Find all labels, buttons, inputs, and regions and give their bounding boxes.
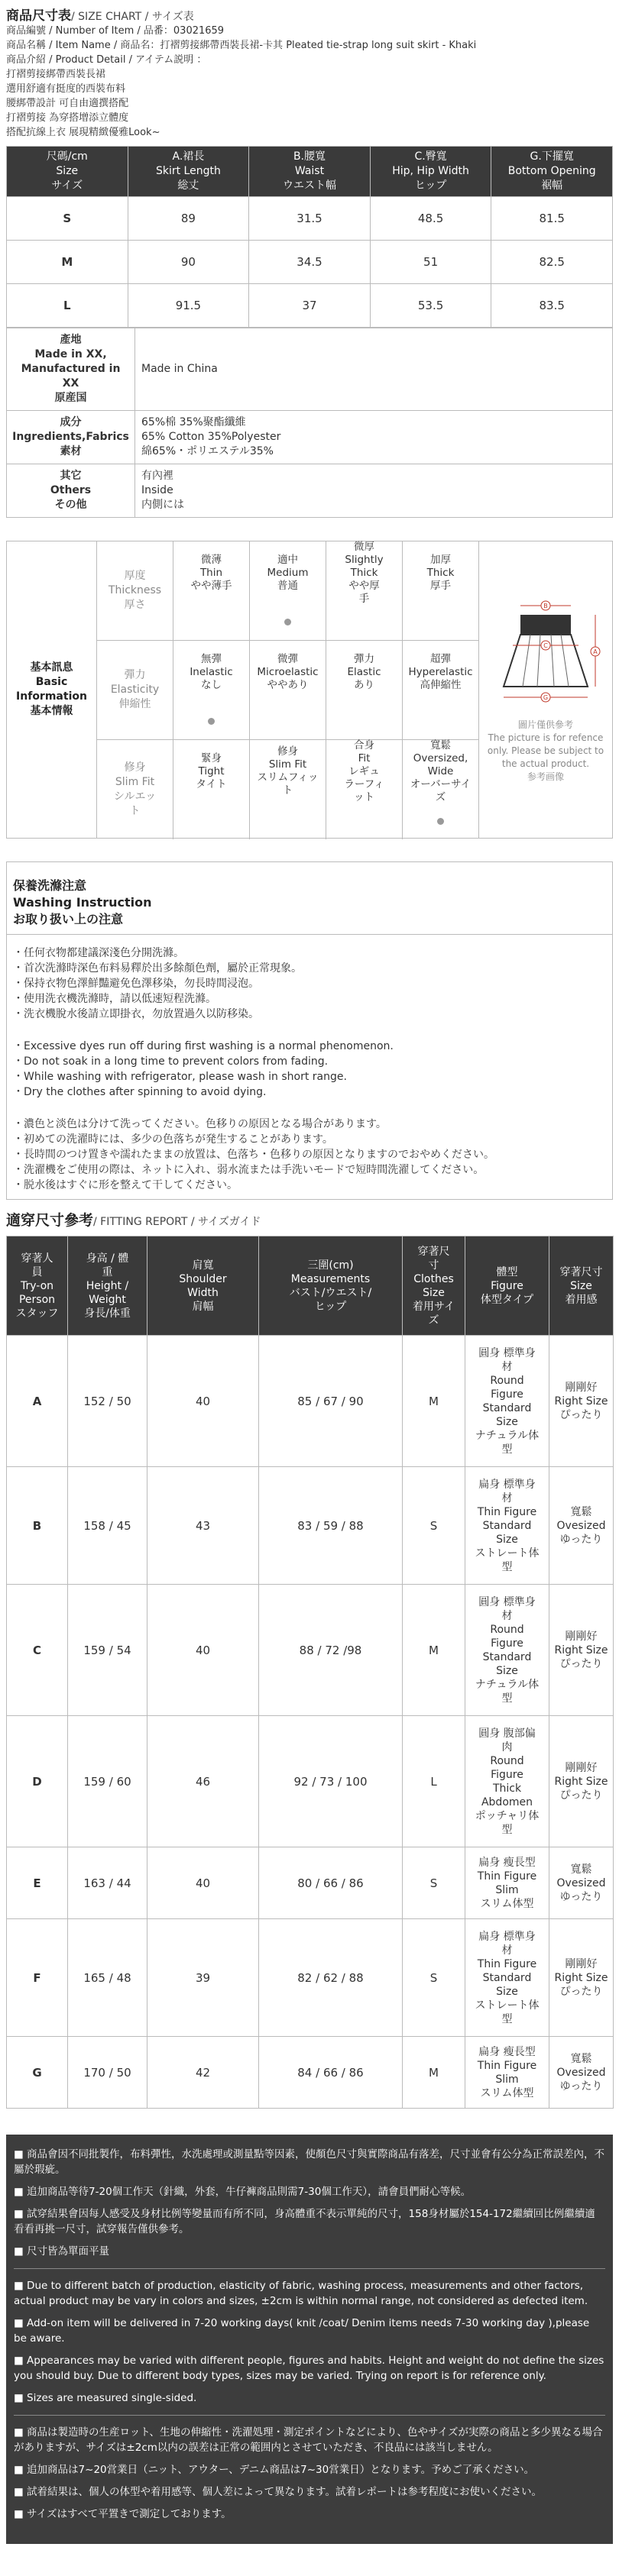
table-cell: 48.5 xyxy=(370,197,491,241)
option-marker xyxy=(250,803,326,839)
list-item: ・洗濯機をご使用の際は、ネットに入れ、弱水流または手洗いモードで短時間洗濯してください。 xyxy=(13,1164,485,1176)
table-cell: 89 xyxy=(128,197,249,241)
list-item: ・洗衣機脫水後請立即掛衣，勿放置過久以防移染。 xyxy=(13,1008,259,1020)
person-name: B xyxy=(7,1467,68,1585)
note-item: ■ 試着結果は、個人の体型や着用感等、個人差によって異なります。試着レポートは参考程度にお使いください。 xyxy=(14,2486,542,2498)
product-header xyxy=(6,0,613,140)
figure-cell: 扁身 標準身 材 Thin Figure Standard Size ストレート体 型 xyxy=(465,1467,549,1585)
table-cell: M xyxy=(403,1585,465,1716)
diagram-label: C xyxy=(543,642,548,649)
option-label: 修身 Slim Fit スリムフィッ ト xyxy=(257,745,319,797)
fitting-title: 適穿尺寸參考/ FITTING REPORT / サイズガイド xyxy=(6,1212,261,1229)
thickness-row xyxy=(97,541,478,641)
note-item: ■ Sizes are measured single-sided. xyxy=(14,2392,197,2404)
selected-dot-icon xyxy=(437,818,444,825)
option-label: 微薄 Thin やや薄手 xyxy=(190,553,232,592)
fit-feel-cell: 剛剛好 Right Size ぴったり xyxy=(549,1585,614,1716)
note-item: ■ 追加商品は7~20営業日（ニット、アウター、デニム商品は7~30営業日）となります。予めご了承ください。 xyxy=(14,2464,535,2476)
header-cell: 穿著尺 寸 Clothes Size 着用サイ ズ xyxy=(403,1236,465,1336)
table-cell: 40 xyxy=(147,1585,259,1716)
list-item: ・While washing with refrigerator, please wash in short range. xyxy=(13,1071,347,1083)
table-cell: 82.5 xyxy=(491,241,613,284)
list-item: ・Excessive dyes run off during first washing is a normal phenomenon. xyxy=(13,1040,394,1052)
composition-label: 成分 Ingredients,Fabrics 素材 xyxy=(7,411,135,464)
skirt-diagram-panel xyxy=(479,541,612,838)
origin-row xyxy=(7,328,613,411)
size-label: M xyxy=(7,241,128,284)
washing-group-jp xyxy=(13,1117,606,1193)
washing-group-en xyxy=(13,1039,606,1100)
option-label: 緊身 Tight タイト xyxy=(196,751,227,790)
fit-feel-cell: 寬鬆 Ovesized ゆったり xyxy=(549,1467,614,1585)
fitting-subtitle: / FITTING REPORT / サイズガイド xyxy=(93,1216,261,1228)
option-label: 加厚 Thick 厚手 xyxy=(426,553,455,592)
note-item: ■ 試穿結果會因每人感受及身材比例等變量而有所不同，身高體重不表示單純的尺寸，158身材屬於154-172繼續回比例繼續適看看再挑一尺寸，試穿報告僅供參考。 xyxy=(14,2208,595,2235)
header-cell: 體型 Figure 体型タイプ xyxy=(465,1236,549,1336)
table-cell: 88 / 72 /98 xyxy=(259,1585,403,1716)
table-cell: 85 / 67 / 90 xyxy=(259,1336,403,1467)
list-item: ・使用洗衣機洗滌時，請以低速短程洗滌。 xyxy=(13,993,216,1005)
item-number: 商品編號 / Number of Item / 品番：03021659 xyxy=(6,25,225,37)
list-item: ・脱水後はすぐに形を整えて干してください。 xyxy=(13,1179,238,1191)
option-marker xyxy=(403,604,478,640)
header-cell: B.腰寬 Waist ウエスト幅 xyxy=(249,147,371,197)
list-item: ・首次洗滌時深色布料易釋於出多餘顏色劑，屬於正常現象。 xyxy=(13,962,302,974)
list-item: ・初めての洗濯時には、多少の色落ちが発生することがあります。 xyxy=(13,1133,333,1146)
table-cell: 92 / 73 / 100 xyxy=(259,1716,403,1847)
table-row xyxy=(7,1716,614,1847)
option-label: 微厚 Slightly Thick やや厚 手 xyxy=(345,540,384,605)
option-marker xyxy=(173,803,249,839)
fit-feel-cell: 寬鬆 Ovesized ゆったり xyxy=(549,2037,614,2109)
table-cell: 34.5 xyxy=(249,241,371,284)
detail-line: 選用舒適有挺度的西裝布料 xyxy=(6,83,126,95)
table-cell: 37 xyxy=(249,284,371,328)
selected-dot-icon xyxy=(284,619,291,625)
other-value: 有內裡 Inside 内側には xyxy=(135,464,613,518)
table-row xyxy=(7,1847,614,1919)
table-cell: 165 / 48 xyxy=(68,1919,147,2037)
person-name: C xyxy=(7,1585,68,1716)
header-cell: A.裙長 Skirt Length 総丈 xyxy=(128,147,249,197)
option-marker xyxy=(250,703,326,739)
table-cell: 81.5 xyxy=(491,197,613,241)
diagram-label: B xyxy=(543,602,548,609)
row-label: 彈力 Elasticity 伸縮性 xyxy=(97,641,173,739)
note-item: ■ Appearances may be varied with different people, figures and habits. Height and weight do not define the sizes you should buy. Due to different body types, sizes may be varied. Trying on report is for reference only. xyxy=(14,2355,604,2382)
list-item: ・Dry the clothes after spinning to avoid dying. xyxy=(13,1086,267,1098)
list-item: ・保持衣物色澤鮮豔避免色澤移染，勿長時間浸泡。 xyxy=(13,978,259,990)
option-label: 寬鬆 Oversized, Wide オーバーサイ ズ xyxy=(410,739,472,803)
table-cell: 31.5 xyxy=(249,197,371,241)
table-cell: 40 xyxy=(147,1336,259,1467)
washing-title: 保養洗滌注意 Washing Instruction お取り扱い上の注意 xyxy=(7,862,612,935)
note-item: ■ サイズはすべて平置きで測定しております。 xyxy=(14,2508,232,2520)
header-cell: G.下擺寬 Bottom Opening 裾幅 xyxy=(491,147,613,197)
table-row xyxy=(7,197,613,241)
composition-value: 65%棉 35%聚酯纖維 65% Cotton 35%Polyester 綿65%・ポリエステル35% xyxy=(135,411,613,464)
table-row xyxy=(7,1585,614,1716)
option-marker xyxy=(403,803,478,839)
table-cell: 159 / 60 xyxy=(68,1716,147,1847)
option-label: 超彈 Hyperelastic 高伸縮性 xyxy=(408,652,473,691)
table-cell: 39 xyxy=(147,1919,259,2037)
note-item: ■ 尺寸皆為單面平量 xyxy=(14,2245,110,2258)
option-marker xyxy=(250,604,326,640)
table-cell: 170 / 50 xyxy=(68,2037,147,2109)
selected-dot-icon xyxy=(208,718,215,725)
option-label: 無彈 Inelastic なし xyxy=(190,652,233,691)
composition-row xyxy=(7,411,613,464)
item-name: 商品名稱 / Item Name / 商品名：打褶剪接綁帶西裝長裙-卡其 Pleated tie-strap long suit skirt - Khaki xyxy=(6,40,477,51)
fitting-table xyxy=(6,1236,614,2109)
origin-label: 產地 Made in XX, Manufactured in XX 原産国 xyxy=(7,328,135,411)
note-item: ■ 商品會因不同批製作，布料彈性，水洗處理或測量點等因素，使顏色尺寸與實際商品有落差，尺寸並會有公分為正常誤差內，不屬於瑕疵。 xyxy=(14,2148,605,2176)
figure-cell: 扁身 標準身 材 Thin Figure Standard Size ストレート体 型 xyxy=(465,1919,549,2037)
option-marker xyxy=(326,703,402,739)
table-cell: 84 / 66 / 86 xyxy=(259,2037,403,2109)
notes-panel xyxy=(6,2135,613,2544)
table-cell: 91.5 xyxy=(128,284,249,328)
table-cell: S xyxy=(403,1919,465,2037)
table-cell: S xyxy=(403,1467,465,1585)
option-label: 適中 Medium 普通 xyxy=(267,553,309,592)
row-label: 厚度 Thickness 厚さ xyxy=(97,541,173,640)
fit-feel-cell: 寬鬆 Ovesized ゆったり xyxy=(549,1847,614,1919)
header-cell: 穿著人 員 Try-on Person スタッフ xyxy=(7,1236,68,1336)
table-cell: 152 / 50 xyxy=(68,1336,147,1467)
size-chart-title: 商品尺寸表/ SIZE CHART / サイズ表 xyxy=(6,8,194,24)
table-cell: S xyxy=(403,1847,465,1919)
header-cell: 尺碼/cm Size サイズ xyxy=(7,147,128,197)
notes-jp xyxy=(14,2415,605,2522)
washing-group-zh xyxy=(13,945,606,1022)
fitting-table-header xyxy=(7,1236,614,1336)
option-label: 彈力 Elastic あり xyxy=(347,652,381,691)
size-table-header xyxy=(7,147,613,197)
table-cell: 42 xyxy=(147,2037,259,2109)
option-marker xyxy=(173,703,249,739)
fit-row xyxy=(97,740,478,839)
washing-title-en: Washing Instruction xyxy=(13,895,152,910)
person-name: A xyxy=(7,1336,68,1467)
table-cell: M xyxy=(403,1336,465,1467)
note-item: ■ Add-on item will be delivered in 7-20 working days( knit /coat/ Denim items needs 7-30 working day ),please be aware. xyxy=(14,2317,590,2345)
diagram-label: G xyxy=(543,693,549,701)
detail-line: 搭配抗線上衣 展現精緻優雅Look~ xyxy=(6,127,160,138)
diagram-caption: 圖片僅供參考 The picture is for refence only. Please be subject to the actual product. 参考画像 xyxy=(487,719,604,782)
list-item: ・長時間のつけ置きや濡れたままの放置は、色落ち・色移りの原因となりますのでおやめください。 xyxy=(13,1149,494,1161)
figure-cell: 扁身 瘦長型 Thin Figure Slim スリム体型 xyxy=(465,2037,549,2109)
header-cell: 身高 / 體 重 Height / Weight 身長/体重 xyxy=(68,1236,147,1336)
option-marker xyxy=(326,803,402,839)
person-name: G xyxy=(7,2037,68,2109)
table-row xyxy=(7,1336,614,1467)
detail-line: 打褶剪接綁帶西裝長裙 xyxy=(6,69,106,80)
fit-feel-cell: 剛剛好 Right Size ぴったり xyxy=(549,1716,614,1847)
table-cell: 90 xyxy=(128,241,249,284)
other-label: 其它 Others その他 xyxy=(7,464,135,518)
material-table xyxy=(6,328,613,518)
washing-instructions xyxy=(6,861,613,1200)
table-cell: 46 xyxy=(147,1716,259,1847)
table-row xyxy=(7,284,613,328)
table-cell: 43 xyxy=(147,1467,259,1585)
note-item: ■ 追加商品等待7-20個工作天（針織，外套，牛仔褲商品則需7-30個工作天），請會員們耐心等候。 xyxy=(14,2186,472,2198)
table-cell: 163 / 44 xyxy=(68,1847,147,1919)
table-cell: 51 xyxy=(370,241,491,284)
option-label: 微彈 Microelastic ややあり xyxy=(257,652,319,691)
header-cell: 穿著尺寸 Size 着用感 xyxy=(549,1236,614,1336)
table-cell: 80 / 66 / 86 xyxy=(259,1847,403,1919)
table-cell: 82 / 62 / 88 xyxy=(259,1919,403,2037)
header-cell: 肩寬 Shoulder Width 肩幅 xyxy=(147,1236,259,1336)
fit-feel-cell: 剛剛好 Right Size ぴったり xyxy=(549,1919,614,2037)
table-row xyxy=(7,1919,614,2037)
list-item: ・任何衣物都建議深淺色分開洗滌。 xyxy=(13,947,184,959)
note-item: ■ 商品は製造時の生産ロット、生地の伸縮性・洗濯処理・測定ポイントなどにより、色やサイズが実際の商品と多少異なる場合がありますが、サイズは±2cm以内の誤差は正常の範囲内とさせていただき、不良品には該当しません。 xyxy=(14,2426,603,2454)
size-chart-subtitle: / SIZE CHART / サイズ表 xyxy=(71,11,194,23)
figure-cell: 圓身 腹部偏 肉 Round Figure Thick Abdomen ポッチャリ体 型 xyxy=(465,1716,549,1847)
table-cell: 159 / 54 xyxy=(68,1585,147,1716)
option-marker xyxy=(173,604,249,640)
diagram-label: A xyxy=(593,648,598,655)
detail-line: 打褶剪接 為穿搭增添立體度 xyxy=(6,112,129,124)
table-cell: 53.5 xyxy=(370,284,491,328)
elasticity-row xyxy=(97,641,478,740)
notes-en xyxy=(14,2268,605,2406)
skirt-diagram-icon xyxy=(488,596,603,711)
product-detail-label: 商品介紹 / Product Detail / アイテム説明 ： xyxy=(6,54,207,66)
table-row xyxy=(7,241,613,284)
row-label: 修身 Slim Fit シルエッ ト xyxy=(97,740,173,839)
basic-info xyxy=(6,541,613,839)
list-item: ・濃色と淡色は分けて洗ってください。色移りの原因となる場合があります。 xyxy=(13,1118,387,1130)
option-marker xyxy=(403,703,478,739)
basic-info-label: 基本訊息 Basic Information 基本情報 xyxy=(7,541,97,838)
size-label: L xyxy=(7,284,128,328)
figure-cell: 圓身 標準身 材 Round Figure Standard Size ナチュラル体 型 xyxy=(465,1336,549,1467)
fit-feel-cell: 剛剛好 Right Size ぴったり xyxy=(549,1336,614,1467)
detail-line: 腰綁帶設計 可自由適撰搭配 xyxy=(6,98,129,109)
other-row xyxy=(7,464,613,518)
table-cell: 158 / 45 xyxy=(68,1467,147,1585)
person-name: F xyxy=(7,1919,68,2037)
header-cell: 三圍(cm) Measurements バスト/ウエスト/ ヒップ xyxy=(259,1236,403,1336)
notes-zh xyxy=(14,2147,605,2259)
figure-cell: 扁身 瘦長型 Thin Figure Slim スリム体型 xyxy=(465,1847,549,1919)
header-cell: C.臀寬 Hip, Hip Width ヒップ xyxy=(370,147,491,197)
washing-body xyxy=(7,935,612,1199)
table-row xyxy=(7,1467,614,1585)
table-cell: 40 xyxy=(147,1847,259,1919)
washing-title-jp: お取り扱い上の注意 xyxy=(13,912,124,926)
table-cell: 83 / 59 / 88 xyxy=(259,1467,403,1585)
origin-value: Made in China xyxy=(135,328,613,411)
table-row xyxy=(7,2037,614,2109)
table-cell: 83.5 xyxy=(491,284,613,328)
size-label: S xyxy=(7,197,128,241)
note-item: ■ Due to different batch of production, elasticity of fabric, washing process, measurements and other factors, actual product may be vary in colors and sizes, ±2cm is within normal range, not considered as defected item. xyxy=(14,2280,588,2307)
person-name: E xyxy=(7,1847,68,1919)
option-marker xyxy=(326,604,402,640)
table-cell: M xyxy=(403,2037,465,2109)
product-detail-list xyxy=(6,67,613,140)
figure-cell: 圓身 標準身 材 Round Figure Standard Size ナチュラル体 型 xyxy=(465,1585,549,1716)
list-item: ・Do not soak in a long time to prevent colors from fading. xyxy=(13,1055,329,1068)
table-cell: L xyxy=(403,1716,465,1847)
size-table xyxy=(6,146,613,328)
option-label: 合身 Fit レギュ ラーフィ ット xyxy=(344,739,384,803)
person-name: D xyxy=(7,1716,68,1847)
basic-info-grid xyxy=(97,541,479,838)
